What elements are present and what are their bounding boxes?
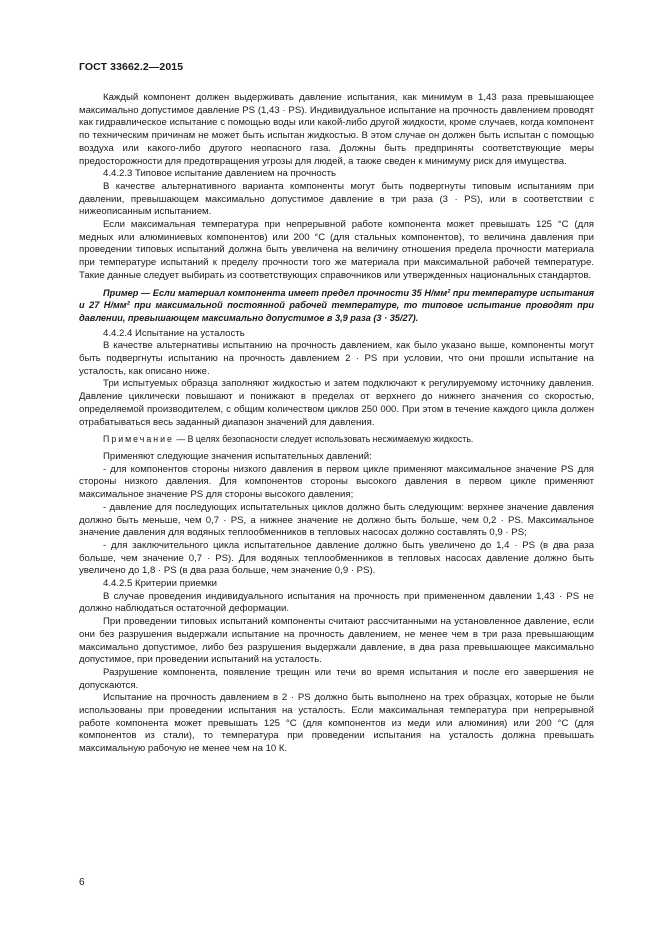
page-number: 6	[79, 877, 85, 888]
list-item-subsequent-cycles: - давление для последующих испытательных циклов должно быть следующим: верхнее значение давления должно быть меньше, чем 0,7 · PS, а нижнее значение не должно быть больше, чем 0,2 · PS. Максимальное значение давления для водяных теплообменников в тепловых насосах должно составлять 0,9 · PS;	[79, 501, 594, 539]
note-label: Примечание	[103, 434, 174, 445]
list-item-final-cycle: - для заключительного цикла испытательное давление должно быть увеличено до 1,4 · PS (в два раза больше, чем значение 0,7 · PS). Для водяных теплообменников в тепловых насосах давление должно быть увеличено до 1,8 · PS (в два раза больше, чем значение 0,9 · PS).	[79, 539, 594, 577]
note-text: В целях безопасности следует использовать несжимаемую жидкость.	[187, 434, 474, 445]
paragraph-acceptance-individual: В случае проведения индивидуального испытания на прочность при примененном давлении 1,43 · PS не должно наблюдаться остаточной деформации.	[79, 590, 594, 615]
paragraph-temperature: Если максимальная температура при непрерывной работе компонента может превышать 125 °C (для медных или алюминиевых компонентов) или 200 °C (для стальных компонентов), то величина давления при проведении типовых испытаний должна быть увеличена на величину отношения предела прочности материала при температуре испытаний к пределу прочности того же материала при максимальной рабочей температуре. Такие данные следует выбирать из соответствующих справочников или утвержденных национальных стандартов.	[79, 219, 594, 281]
standard-header: ГОСТ 33662.2—2015	[79, 61, 184, 73]
paragraph-type-test: В качестве альтернативного варианта компоненты могут быть подвергнуты типовым испытаниям при давлении, превышающем максимально допустимое давление в три раза (3 · PS), или в соответствии с нижеописанным испытанием.	[79, 180, 594, 218]
paragraph-pressure-test: Каждый компонент должен выдерживать давление испытания, как минимум в 1,43 раза превышающее максимально допустимое давление PS (1,43 · PS). Индивидуальное испытание на прочность давлением проводят как гидравлическое испытание с помощью воды или какой-либо другой жидкости, кроме случаев, когда компонент по техническим причинам не может быть испытан жидкостью. В этом случае он должен быть испытан с помощью воздуха или какого-либо другого неопасного газа. Должны быть предприняты соответствующие меры предосторожности для предотвращения угрозы для людей, а также сведен к минимуму риск для имущества.	[79, 92, 594, 167]
section-heading-4-4-2-3: 4.4.2.3 Типовое испытание давлением на прочность	[103, 168, 336, 180]
paragraph-test-pressures-intro: Применяют следующие значения испытательных давлений:	[103, 450, 372, 462]
note-paragraph	[79, 433, 594, 446]
paragraph-strength-test-samples: Испытание на прочность давлением в 2 · PS должно быть выполнено на трех образцах, которые не были использованы при проведении испытания на усталость. Если максимальная температура при непрерывной работе компонента может превышать 125 °C (для компонентов из меди или алюминия) или 200 °C (для компонентов из стали), то температура при проведении испытания на усталость должна превышать максимальную рабочую не менее чем на 10 К.	[79, 692, 594, 755]
paragraph-fatigue-samples: Три испытуемых образца заполняют жидкостью и затем подключают к регулируемому источнику давления. Давление циклически повышают и понижают в пределах от верхнего до нижнего значения со скоростью, определяемой производителем, с общим количеством циклов 250 000. При этом в течение каждого цикла должен отрабатываться весь заданный диапазон значений для давления.	[79, 378, 594, 428]
paragraph-acceptance-type: При проведении типовых испытаний компоненты считают рассчитанными на установленное давление, если они без разрушения выдержали испытание на прочность давлением, не менее чем в три раза превышающим максимально допустимое, либо без разрушения выдержали давление, в два раза превышающее максимально допустимое, при проведении испытаний на усталость.	[79, 616, 594, 666]
example-paragraph: Пример — Если материал компонента имеет предел прочности 35 Н/мм² при температуре испытания и 27 Н/мм² при максимальной постоянной рабочей температуре, то типовое испытание проводят при давлении, превышающем максимально допустимое в 3,9 раза (3 · 35/27).	[79, 287, 594, 323]
document-body	[79, 92, 594, 756]
section-heading-4-4-2-5: 4.4.2.5 Критерии приемки	[103, 578, 218, 590]
paragraph-failure: Разрушение компонента, появление трещин или течи во время испытания и после его завершения не допускаются.	[79, 666, 594, 691]
paragraph-fatigue-alternative: В качестве альтернативы испытанию на прочность давлением, как было указано выше, компоненты могут быть подвергнуты испытанию на прочность давлением 2 · PS при условии, что они прошли испытание на усталость, как описано ниже.	[79, 340, 594, 377]
list-item-first-cycle: - для компонентов стороны низкого давления в первом цикле применяют максимальное значение PS для стороны низкого давления. Для компонентов стороны высокого давления в первом цикле применяют максимальное значение PS для стороны высокого давления;	[79, 463, 594, 501]
section-heading-4-4-2-4: 4.4.2.4 Испытание на усталость	[103, 327, 245, 339]
note-dash: —	[176, 434, 186, 445]
